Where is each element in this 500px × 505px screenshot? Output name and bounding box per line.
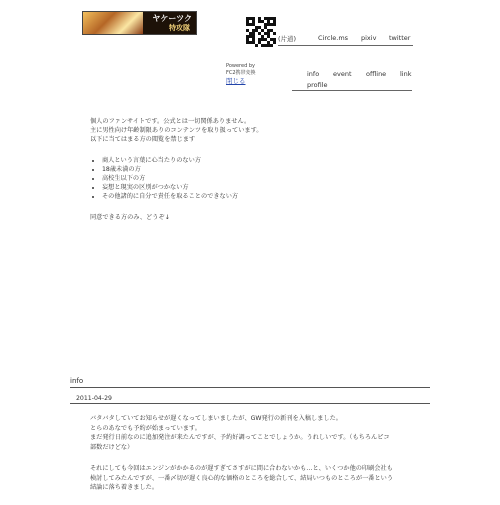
nav-link-twitter[interactable]: twitter <box>389 34 411 42</box>
intro-line: 以下に当てはまる方の閲覧を禁じます <box>90 136 196 144</box>
post-line: まだ発行日前なのに追加発注が来たんですが、予約好調ってことでしょうか。うれしいです。（もちろんピコ <box>90 434 390 441</box>
nav-link-circle-ms[interactable]: Circle.ms <box>318 34 349 42</box>
subnav-profile[interactable]: profile <box>307 81 328 89</box>
banner-title-top: ヤケーツク <box>152 14 192 23</box>
top-nav <box>278 34 413 46</box>
agree-text: 同意できる方のみ、どうぞ↓ <box>90 213 170 221</box>
powered-by-block <box>226 63 256 85</box>
close-link[interactable]: 閉じる <box>226 77 246 85</box>
restriction-item: • 妄想と現実の区別がつかない方 <box>102 183 262 192</box>
subnav-event[interactable]: event <box>333 70 352 78</box>
restriction-item: • 商人という言葉に心当たりのない方 <box>102 156 262 165</box>
post-line: それにしても今回はエンジンがかかるのが遅すぎてさすがに間に合わないかも…と、いくつか他の印刷会社も <box>90 465 393 472</box>
post-line: とらのあなでも予約が始まっています。 <box>90 424 201 432</box>
post-paragraph <box>90 464 420 493</box>
sub-nav <box>292 69 412 91</box>
top-nav-divider <box>278 45 413 46</box>
subnav-info[interactable]: info <box>307 70 320 78</box>
qr-code-icon <box>246 17 276 47</box>
post-line: 検討してみたんですが、一番〆切が遅く良心的な価格のところを総合して、結局いつものところが一番という <box>90 474 394 482</box>
post-line: 部数だけどな） <box>90 443 134 451</box>
subnav-link[interactable]: link <box>400 70 412 78</box>
intro-line: 主に男性向け年齢制限ありのコンテンツを取り扱っています。 <box>90 127 263 135</box>
info-post-body <box>90 414 420 505</box>
post-line: 結論に落ち着きました。 <box>90 484 159 491</box>
fc2-mobile-text: FC2携帯変換 <box>226 69 256 76</box>
restriction-list <box>90 156 262 202</box>
post-paragraph <box>90 414 420 452</box>
intro-notice <box>90 117 262 222</box>
nav-link-pixiv[interactable]: pixiv <box>361 34 377 42</box>
banner-title-bottom: 特攻隊 <box>169 24 190 32</box>
powered-by-text: Powered by <box>226 63 255 69</box>
restriction-item: • 18歳未満の方 <box>102 165 262 174</box>
info-heading: info <box>70 377 84 385</box>
banner-character-art <box>83 12 143 34</box>
site-banner-logo[interactable] <box>82 11 197 35</box>
subnav-offline[interactable]: offline <box>366 70 387 78</box>
restriction-item: • 高校生以下の方 <box>102 174 262 183</box>
intro-line: 個人のファンサイトです。公式とは一切関係ありません。 <box>90 118 251 125</box>
post-line: バタバタしていてお知らせが遅くなってしまいましたが、GW発行の新刊を入稿しました。 <box>90 415 342 422</box>
info-divider <box>70 387 430 388</box>
date-divider <box>70 403 430 404</box>
post-date: 2011-04-29 <box>76 395 112 402</box>
banner-title-box <box>143 12 196 34</box>
nav-link-katamichi[interactable]: (片道) <box>278 35 297 43</box>
restriction-item: • その他諸的に自分で責任を取ることのできない方 <box>102 192 262 201</box>
sub-nav-divider <box>292 90 412 91</box>
